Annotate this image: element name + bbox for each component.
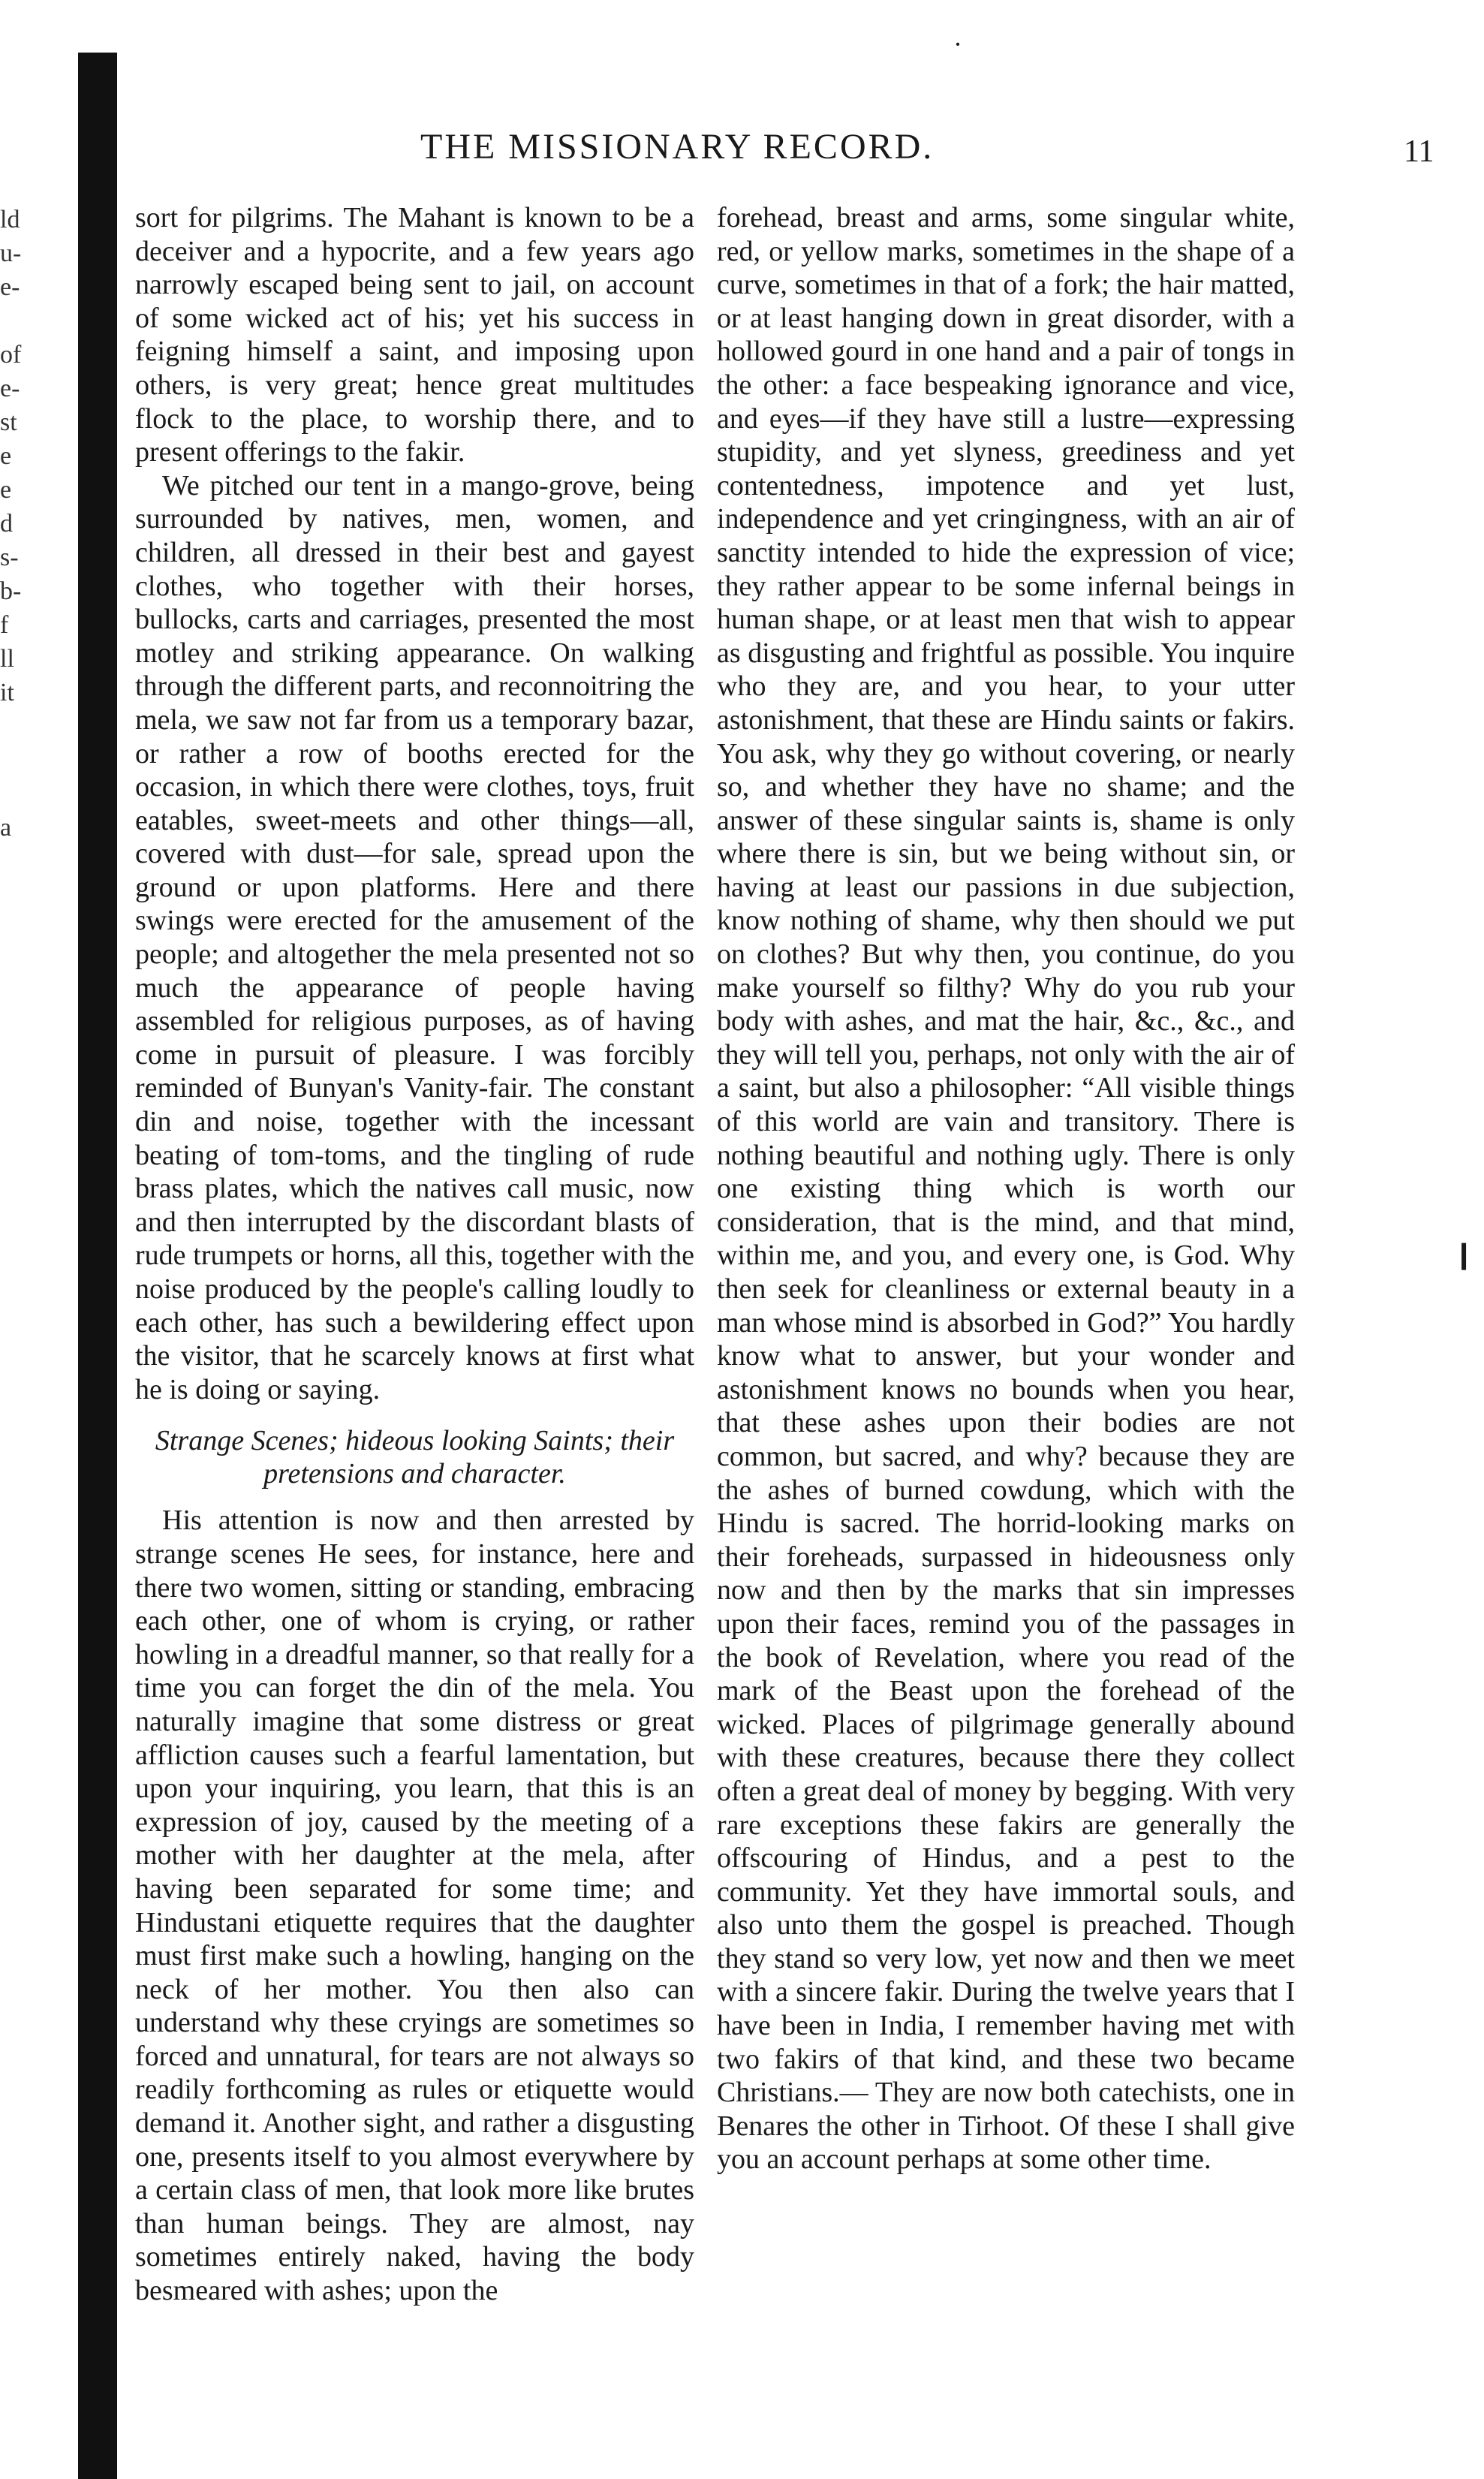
margin-fragment: of	[0, 341, 22, 369]
margin-fragment: st	[0, 408, 17, 436]
margin-fragment: b-	[0, 577, 22, 605]
section-subheading: Strange Scenes; hideous looking Saints; their pretensions and character.	[155, 1425, 675, 1490]
margin-fragment: e	[0, 442, 12, 470]
paragraph: sort for pilgrims. The Mahant is known to be a deceiver and a hypocrite, and a few years ago narrowly escaped being sent to jail, on account of some wicked act of his; yet his success in feigning himself a saint, and imposing upon others, is very great; hence great multitudes flock to the place, to worship there, and to present offerings to the fakir.	[135, 202, 694, 468]
margin-fragment: u-	[0, 239, 22, 267]
margin-fragment: ld	[0, 206, 20, 233]
paragraph: forehead, breast and arms, some singular white, red, or yellow marks, sometimes in the shape of a curve, sometimes in that of a fork; the hair matted, or at least hanging down in great disorder, with a hollowed gourd in one hand and a pair of tongs in the other: a face bespeaking ignorance and vice, and eyes—if they have still a lustre—expressing stupidity, and yet slyness, greediness and yet contentedness, impotence and yet lust, independence and yet cringingness, with an air of sanctity intended to hide the expression of vice; they rather appear to be some infernal beings in human shape, or at least men that wish to appear as disgusting and frightful as possible. You inquire who they are, and you hear, to your utter astonishment, that these are Hindu saints or fakirs. You ask, why they go without covering, or nearly so, and whether they have no shame; and the answer of these singular saints is, shame is only where there is sin, but we being without sin, or having at least our passions in due subjection, know nothing of shame, why then should we put on clothes? But why then, you continue, do you make yourself so filthy? Why do you rub your body with ashes, and mat the hair, &c., &c., and they will tell you, perhaps, not only with the air of a saint, but also a philosopher: “All visible things of this world are vain and transitory. There is nothing beautiful and nothing ugly. There is only one existing thing which is worth our consideration, that is the mind, and that mind, within me, and you, and every one, is God. Why then seek for cleanliness or external beauty in a man whose mind is absorbed in God?” You hardly know what to answer, but your wonder and astonishment knows no bounds when you hear, that these ashes upon their bodies are not common, but sacred, and why? because they are the ashes of burned cowdung, which with the Hindu is sacred. The horrid-looking marks on their foreheads, surpassed in hideousness only now and then by the marks that sin impresses upon their faces, remind you of the passages in the book of Revelation, where you read of the mark of the Beast upon the forehead of the wicked. Places of pilgrimage generally abound with these creatures, because there they collect often a great deal of money by begging. With very rare exceptions these fakirs are generally the offscouring of Hindus, and a pest to the community. Yet they have immortal souls, and also unto them the gospel is preached. Though they stand so very low, yet now and then we meet with a sincere fakir. During the twelve years that I have been in India, I remember having met with two fakirs of that kind, and these two became Christians.— They are now both catechists, one in Benares the other in Tirhoot. Of these I shall give you an account perhaps at some other time.	[717, 202, 1295, 2176]
margin-fragment: f	[0, 611, 9, 639]
margin-fragment: it	[0, 679, 14, 706]
margin-fragment	[0, 777, 68, 811]
ink-speck: ❙	[1452, 1240, 1476, 1270]
margin-fragment	[0, 304, 68, 338]
ink-speck: ·	[953, 29, 962, 59]
margin-fragment: s-	[0, 544, 19, 571]
margin-fragment	[0, 709, 68, 743]
page-number: 11	[1404, 134, 1434, 169]
margin-fragment: a	[0, 814, 12, 842]
right-column	[717, 201, 1295, 2176]
margin-fragment: e-	[0, 375, 20, 402]
binding-shadow	[78, 53, 117, 2479]
margin-bleed-through	[0, 203, 68, 845]
paragraph: We pitched our tent in a mango-grove, being surrounded by natives, men, women, and children, all dressed in their best and gayest clothes, who together with their horses, bullocks, carts and carriages, presented the most motley and striking appearance. On walking through the different parts, and reconnoitring the mela, we saw not far from us a temporary bazar, or rather a row of booths erected for the occasion, in which there were clothes, toys, fruit eatables, sweet-meets and other things—all, covered with dust—for sale, spread upon the ground or upon platforms. Here and there swings were erected for the amusement of the people; and altogether the mela presented not so much the appearance of people having assembled for religious purposes, as of having come in pursuit of pleasure. I was forcibly reminded of Bunyan's Vanity-fair. The constant din and noise, together with the incessant beating of tom-toms, and the tingling of rude brass plates, which the natives call music, now and then interrupted by the discordant blasts of rude trumpets or horns, all this, together with the noise produced by the people's calling loudly to each other, has such a bewildering effect upon the visitor, that he scarcely knows at first what he is doing or saying.	[135, 469, 694, 1405]
margin-fragment: e-	[0, 273, 20, 301]
margin-fragment: d	[0, 510, 13, 538]
margin-fragment	[0, 743, 68, 777]
paragraph: His attention is now and then arrested by strange scenes He sees, for instance, here and there two women, sitting or standing, embracing each other, one of whom is crying, or rather howling in a dreadful manner, so that really for a time you can forget the din of the mela. You naturally imagine that some distress or great affliction causes such a fearful lamentation, but upon your inquiring, you learn, that this is an expression of joy, caused by the meeting of a mother with her daughter at the mela, after having been separated for some time; and Hindustani etiquette requires that the daughter must first make such a howling, hanging on the neck of her mother. You then also can understand why these cryings are sometimes so forced and unnatural, for tears are not always so readily forthcoming as rules or etiquette would demand it. Another sight, and rather a disgusting one, presents itself to you almost everywhere by a certain class of men, that look more like brutes than human beings. They are almost, nay sometimes entirely naked, having the body besmeared with ashes; upon the	[135, 1505, 694, 2307]
margin-fragment: e	[0, 476, 12, 504]
margin-fragment: ll	[0, 645, 14, 673]
left-column	[135, 201, 694, 2308]
running-title: THE MISSIONARY RECORD.	[420, 127, 935, 167]
